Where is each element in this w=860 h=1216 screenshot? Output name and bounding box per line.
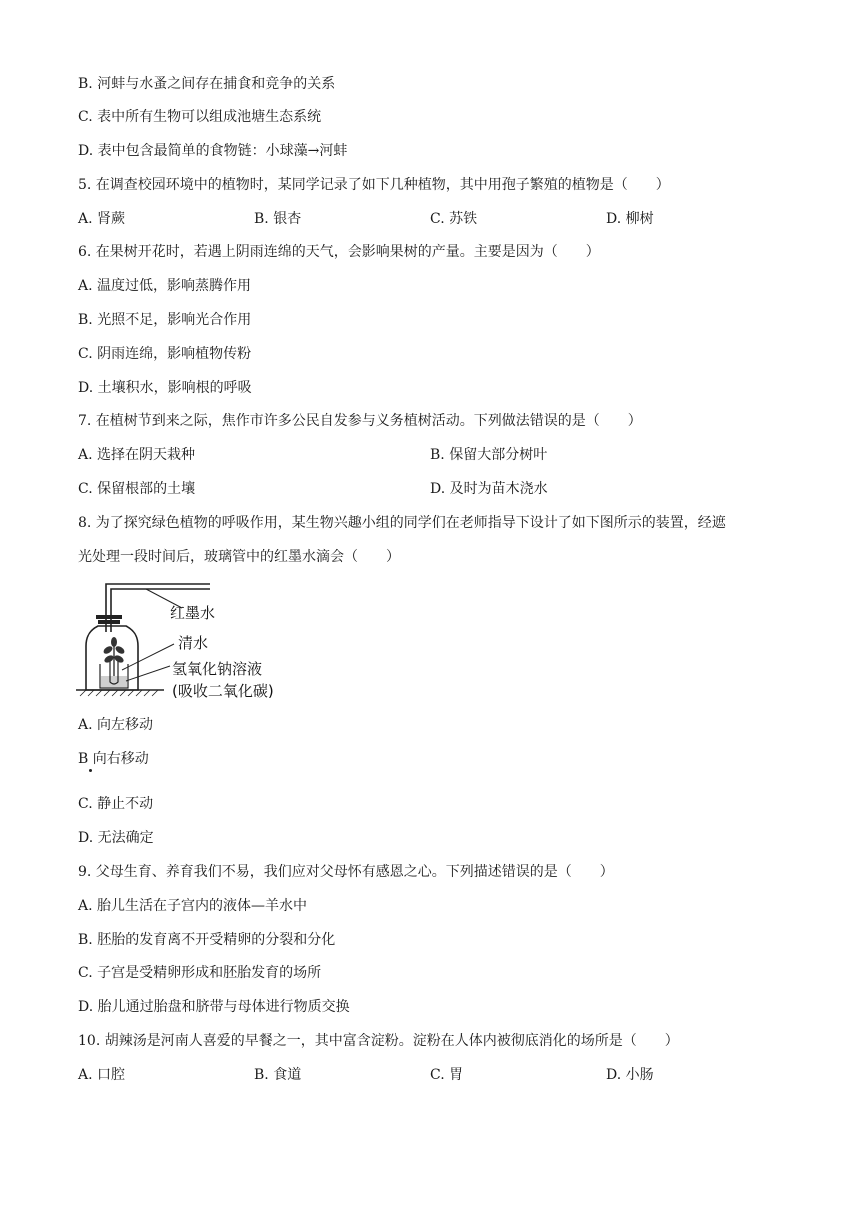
q8-stem-line1: 8. 为了探究绿色植物的呼吸作用，某生物兴趣小组的同学们在老师指导下设计了如下图所示的装置，经遮 xyxy=(78,515,726,531)
q10-option-c: C. 胃 xyxy=(430,1067,464,1083)
q7-stem: 7. 在植树节到来之际，焦作市许多公民自发参与义务植树活动。下列做法错误的是（ ） xyxy=(78,413,642,429)
water-leader-line xyxy=(122,644,174,670)
leaf xyxy=(103,654,115,664)
stopper-top xyxy=(96,615,122,619)
label-naoh-note: (吸收二氧化碳) xyxy=(172,682,274,700)
stopper-bottom xyxy=(98,620,120,624)
q5-stem: 5. 在调查校园环境中的植物时，某同学记录了如下几种植物，其中用孢子繁殖的植物是（ ） xyxy=(78,177,670,193)
q6-option-a: A. 温度过低，影响蒸腾作用 xyxy=(78,278,252,294)
q8-stem-line2: 光处理一段时间后，玻璃管中的红墨水滴会（ ） xyxy=(78,549,400,565)
q10-option-d: D. 小肠 xyxy=(606,1067,654,1083)
leaf xyxy=(111,637,117,647)
q8-option-a: A. 向左移动 xyxy=(78,717,154,733)
leaf xyxy=(102,645,114,656)
q9-option-b: B. 胚胎的发育离不开受精卵的分裂和分化 xyxy=(78,932,336,948)
naoh-solution xyxy=(101,676,127,687)
q10-option-b: B. 食道 xyxy=(254,1067,302,1083)
q4-option-b: B. 河蚌与水蚤之间存在捕食和竞争的关系 xyxy=(78,76,336,92)
q7-option-a: A. 选择在阴天栽种 xyxy=(78,447,196,463)
q8-option-b: B 向右移动 xyxy=(78,751,149,767)
q6-stem: 6. 在果树开花时，若遇上阴雨连绵的天气，会影响果树的产量。主要是因为（ ） xyxy=(78,244,600,260)
q4-option-c: C. 表中所有生物可以组成池塘生态系统 xyxy=(78,109,322,125)
naoh-leader-line xyxy=(126,666,170,681)
stray-dot xyxy=(89,769,92,772)
q8-option-c: C. 静止不动 xyxy=(78,796,154,812)
q7-option-b: B. 保留大部分树叶 xyxy=(430,447,548,463)
q7-option-d: D. 及时为苗木浇水 xyxy=(430,481,548,497)
q6-option-c: C. 阴雨连绵，影响植物传粉 xyxy=(78,346,252,362)
q6-option-b: B. 光照不足，影响光合作用 xyxy=(78,312,252,328)
q5-option-d: D. 柳树 xyxy=(606,211,654,227)
label-naoh: 氢氧化钠溶液 xyxy=(172,660,263,678)
q9-option-c: C. 子宫是受精卵形成和胚胎发育的场所 xyxy=(78,965,322,981)
q9-option-a: A. 胎儿生活在子宫内的液体—羊水中 xyxy=(78,898,308,914)
q10-stem: 10. 胡辣汤是河南人喜爱的早餐之一，其中富含淀粉。淀粉在人体内被彻底消化的场所是（ ） xyxy=(78,1033,679,1049)
q9-stem: 9. 父母生育、养育我们不易，我们应对父母怀有感恩之心。下列描述错误的是（ ） xyxy=(78,864,614,880)
q9-option-d: D. 胎儿通过胎盘和脐带与母体进行物质交换 xyxy=(78,999,350,1015)
q4-option-d: D. 表中包含最简单的食物链：小球藻→河蚌 xyxy=(78,143,348,159)
label-red-ink: 红墨水 xyxy=(170,604,216,622)
label-water: 清水 xyxy=(178,634,209,652)
q5-option-b: B. 银杏 xyxy=(254,211,302,227)
respiration-apparatus-figure xyxy=(74,578,314,704)
q7-option-c: C. 保留根部的土壤 xyxy=(78,481,196,497)
leaf xyxy=(114,645,126,656)
q5-option-c: C. 苏铁 xyxy=(430,211,478,227)
q10-option-a: A. 口腔 xyxy=(78,1067,126,1083)
base-hatching xyxy=(80,690,158,696)
q6-option-d: D. 土壤积水，影响根的呼吸 xyxy=(78,380,252,396)
leaf xyxy=(113,654,125,664)
q5-option-a: A. 肾蕨 xyxy=(78,211,126,227)
q8-option-d: D. 无法确定 xyxy=(78,830,154,846)
